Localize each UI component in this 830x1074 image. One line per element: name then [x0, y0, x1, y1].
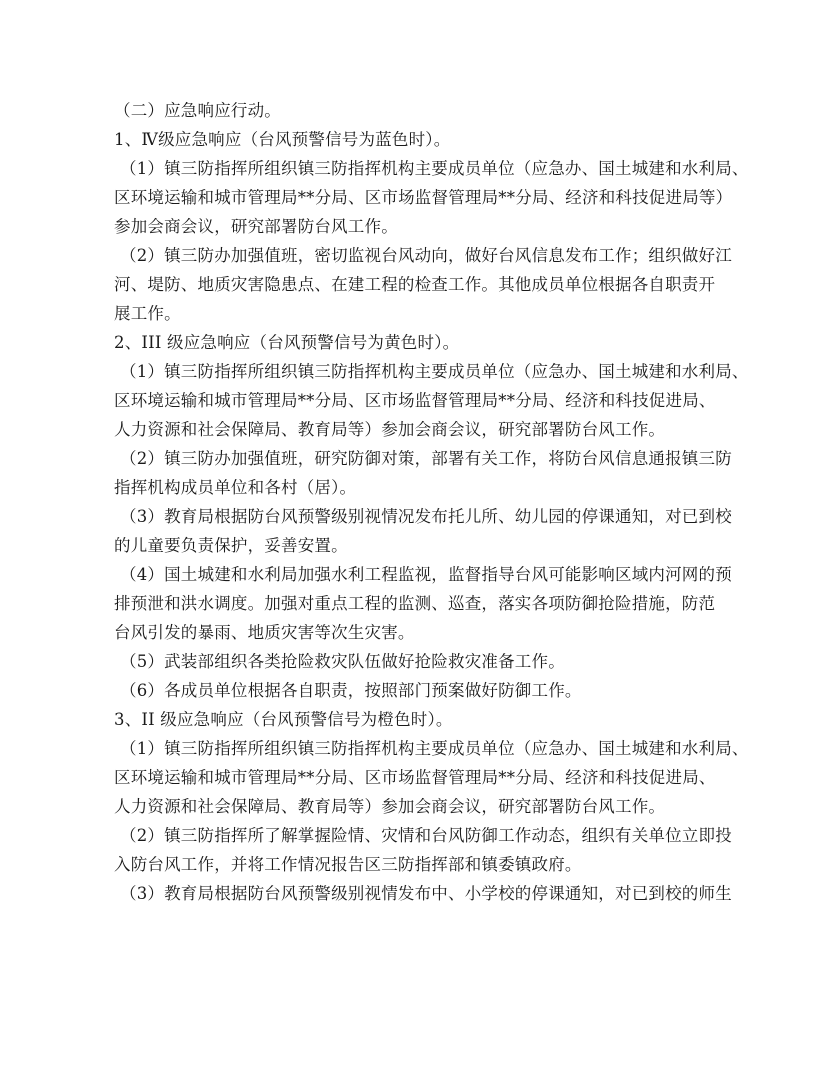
level-3-heading: 2、III 级应急响应（台风预警信号为黄色时）。: [114, 333, 460, 352]
paragraph-line: 河、堤防、地质灾害隐患点、在建工程的检查工作。其他成员单位根据各自职责开: [114, 275, 716, 294]
paragraph-line: 入防台风工作，并将工作情况报告区三防指挥部和镇委镇政府。: [114, 855, 582, 874]
level-2-heading: 3、II 级应急响应（台风预警信号为橙色时）。: [114, 710, 453, 729]
paragraph-line: （1）镇三防指挥所组织镇三防指挥机构主要成员单位（应急办、国土城建和水利局、: [120, 159, 749, 178]
paragraph-line: 排预泄和洪水调度。加强对重点工程的监测、巡查，落实各项防御抢险措施，防范: [114, 594, 716, 613]
paragraph-line: （5）武装部组织各类抢险救灾队伍做好抢险救灾准备工作。: [120, 652, 565, 671]
level-4-heading: 1、Ⅳ级应急响应（台风预警信号为蓝色时）。: [114, 130, 451, 149]
paragraph-line: 区环境运输和城市管理局**分局、区市场监督管理局**分局、经济和科技促进局、: [114, 768, 716, 787]
paragraph-line: 展工作。: [114, 304, 181, 323]
paragraph-line: 指挥机构成员单位和各村（居）。: [114, 478, 357, 497]
paragraph-line: 的儿童要负责保护，妥善安置。: [114, 536, 348, 555]
document-page: [114, 96, 749, 908]
section-heading: （二）应急响应行动。: [114, 101, 281, 120]
paragraph-line: （4）国土城建和水利局加强水利工程监视，监督指导台风可能影响区域内河网的预: [120, 565, 732, 584]
paragraph-line: 人力资源和社会保障局、教育局等）参加会商会议，研究部署防台风工作。: [114, 797, 666, 816]
paragraph-line: （1）镇三防指挥所组织镇三防指挥机构主要成员单位（应急办、国土城建和水利局、: [120, 739, 749, 758]
paragraph-line: 台风引发的暴雨、地质灾害等次生灾害。: [114, 623, 415, 642]
paragraph-line: （2）镇三防办加强值班，研究防御对策，部署有关工作，将防台风信息通报镇三防: [120, 449, 732, 468]
paragraph-line: （2）镇三防办加强值班，密切监视台风动向，做好台风信息发布工作；组织做好江: [120, 246, 732, 265]
paragraph-line: 区环境运输和城市管理局**分局、区市场监督管理局**分局、经济和科技促进局等）: [114, 188, 733, 207]
paragraph-line: （2）镇三防指挥所了解掌握险情、灾情和台风防御工作动态，组织有关单位立即投: [120, 826, 732, 845]
paragraph-line: （3）教育局根据防台风预警级别视情发布中、小学校的停课通知，对已到校的师生: [120, 884, 732, 903]
paragraph-line: 参加会商会议，研究部署防台风工作。: [114, 217, 398, 236]
paragraph-line: （1）镇三防指挥所组织镇三防指挥机构主要成员单位（应急办、国土城建和水利局、: [120, 362, 749, 381]
paragraph-line: （6）各成员单位根据各自职责，按照部门预案做好防御工作。: [120, 681, 582, 700]
paragraph-line: （3）教育局根据防台风预警级别视情况发布托儿所、幼儿园的停课通知，对已到校: [120, 507, 732, 526]
paragraph-line: 人力资源和社会保障局、教育局等）参加会商会议，研究部署防台风工作。: [114, 420, 666, 439]
paragraph-line: 区环境运输和城市管理局**分局、区市场监督管理局**分局、经济和科技促进局、: [114, 391, 716, 410]
